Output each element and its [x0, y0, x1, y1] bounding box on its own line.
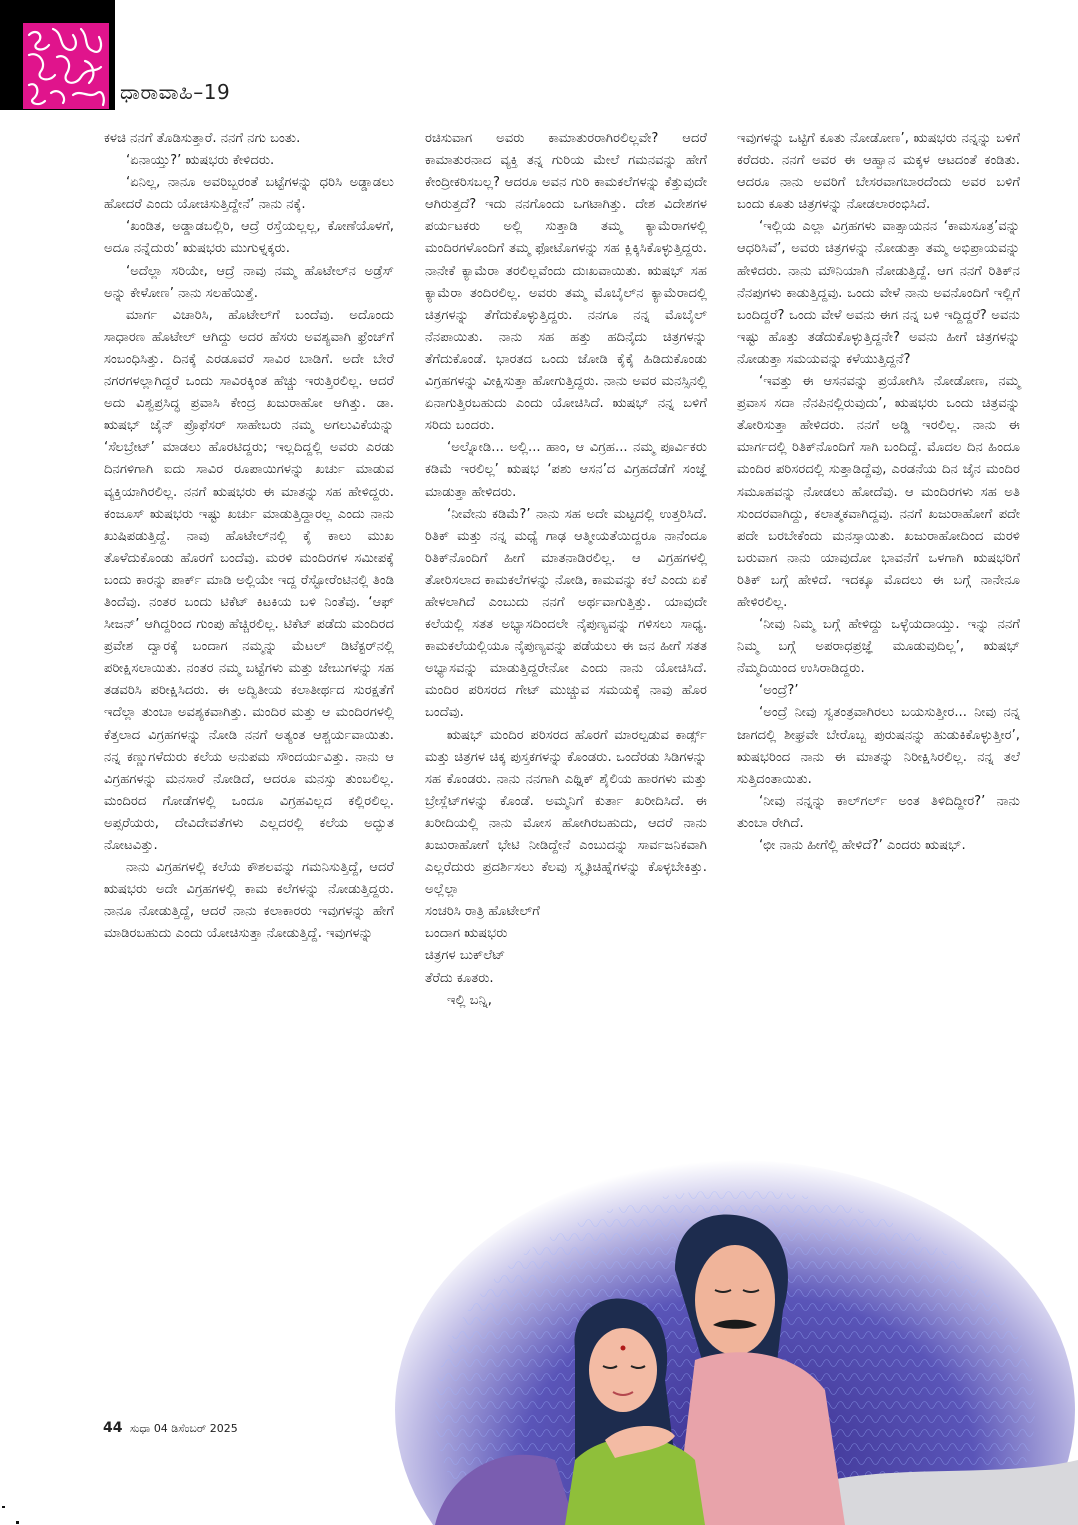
line: ಚಿತ್ರಗಳ ಬುಕ್‌ಲೆಟ್ [425, 948, 506, 964]
magazine-name: ಸುಧಾ [129, 1422, 151, 1435]
paragraph: ಕಳಚಿ ನನಗೆ ತೊಡಿಸುತ್ತಾರೆ. ನನಗೆ ನಗು ಬಂತು. [104, 131, 301, 146]
paragraph: ರಚಿಸುವಾಗ ಅವರು ಕಾಮಾತುರರಾಗಿರಲಿಲ್ಲವೇ? ಆದರೆ ಕಾಮಾತುರನಾದ ವ್ಯಕ್ತಿ ತನ್ನ ಗುರಿಯ ಮೇಲೆ ಗಮನವನ್ನು ಹೇಗೆ ಕೇಂದ್ರೀಕರಿಸಬಲ್ಲ? ಆದರೂ ಅವನ ಗುರಿ ಕಾಮಕಲೆಗಳನ್ನು ಕೆತ್ತುವುದೇ ಆಗಿರುತ್ತದೆ? ಇದು ನನಗೊಂದು ಒಗಟಾಗಿತ್ತು. ದೇಶ ವಿದೇಶಗಳ ಪರ್ಯಟಕರು ಅಲ್ಲಿ ಸುತ್ತಾಡಿ ತಮ್ಮ ಕ್ಯಾಮೆರಾಗಳಲ್ಲಿ ಮಂದಿರಗಳೊಂದಿಗೆ ತಮ್ಮ ಫೋಟೊಗಳನ್ನು ಸಹ ಕ್ಲಿಕ್ಕಿಸಿಕೊಳ್ಳುತ್ತಿದ್ದರು. ನಾನೇಕೆ ಕ್ಯಾಮೆರಾ ತರಲಿಲ್ಲವೆಂದು ದುಃಖವಾಯಿತು. ಋಷಭ್ ಸಹ ಕ್ಯಾಮೆರಾ ತಂದಿರಲಿಲ್ಲ. ಅವರು ತಮ್ಮ ಮೊಬೈಲ್‌ನ ಕ್ಯಾಮೆರಾದಲ್ಲಿ ಚಿತ್ರಗಳನ್ನು ತೆಗೆದುಕೊಳ್ಳುತ್ತಿದ್ದರು. ನನಗೂ ನನ್ನ ಮೊಬೈಲ್ ನೆನಪಾಯಿತು. ನಾನು ಸಹ ಹತ್ತು ಹದಿನೈದು ಚಿತ್ರಗಳನ್ನು ತೆಗೆದುಕೊಂಡೆ. ಭಾರತದ ಒಂದು ಜೋಡಿ ಕೈಕೈ ಹಿಡಿದುಕೊಂಡು ವಿಗ್ರಹಗಳನ್ನು ವೀಕ್ಷಿಸುತ್ತಾ ಹೋಗುತ್ತಿದ್ದರು. ನಾನು ಅವರ ಮನಸ್ಸಿನಲ್ಲಿ ಏನಾಗುತ್ತಿರಬಹುದು ಎಂದು ಯೋಚಿಸಿದೆ. ಋಷಭ್ ನನ್ನ ಬಳಿಗೆ ಸರಿದು ಬಂದರು. [425, 131, 707, 434]
paragraph: ‘ಖಂಡಿತ, ಅಡ್ಡಾಡಬಲ್ಲಿರಿ, ಆದ್ರೆ ರಸ್ತೆಯಲ್ಲಲ್ಲ, ಕೋಣೆಯೊಳಗೆ, ಅದೂ ನನ್ನೆದುರು’ ಋಷಭರು ಮುಗುಳ್ನಕ್ಕರು. [104, 219, 394, 257]
swirl-logo-icon [23, 23, 109, 109]
paragraph: ‘ಇಲ್ಲಿಯ ಎಲ್ಲಾ ವಿಗ್ರಹಗಳು ವಾತ್ಸಾಯನನ ‘ಕಾಮಸೂತ್ರ’ವನ್ನು ಆಧರಿಸಿವೆ’, ಅವರು ಚಿತ್ರಗಳನ್ನು ನೋಡುತ್ತಾ ತಮ್ಮ ಅಭಿಪ್ರಾಯವನ್ನು ಹೇಳಿದರು. ನಾನು ಮೌನಿಯಾಗಿ ನೋಡುತ್ತಿದ್ದೆ. ಆಗ ನನಗೆ ರಿತಿಕ್‌ನ ನೆನಪುಗಳು ಕಾಡುತ್ತಿದ್ದವು. ಒಂದು ವೇಳೆ ನಾನು ಅವನೊಂದಿಗೆ ಇಲ್ಲಿಗೆ ಬಂದಿದ್ದರೆ? ಒಂದು ವೇಳೆ ಅವನು ಈಗ ನನ್ನ ಬಳಿ ಇದ್ದಿದ್ದರೆ? ಅವನು ಇಷ್ಟು ಹೊತ್ತು ತಡೆದುಕೊಳ್ಳುತ್ತಿದ್ದನೇ? ಅವನು ಹೀಗೆ ಚಿತ್ರಗಳನ್ನು ನೋಡುತ್ತಾ ಸಮಯವನ್ನು ಕಳೆಯುತ್ತಿದ್ದನೆ? [737, 219, 1020, 367]
text-column-2 [425, 128, 707, 1012]
section-title: ಧಾರಾವಾಹಿ–19 [120, 80, 231, 104]
page-footer [103, 1420, 238, 1436]
crop-mark [2, 1506, 5, 1508]
paragraph: ‘ಏನಾಯ್ತು?’ ಋಷಭರು ಕೇಳಿದರು. [126, 153, 275, 169]
paragraph: ‘ಅಲ್ನೋಡಿ... ಅಲ್ಲಿ... ಹಾಂ, ಆ ವಿಗ್ರಹ... ನಮ್ಮ ಪೂರ್ವಿಕರು ಕಡಿಮೆ ಇರಲಿಲ್ಲ’ ಋಷಭ ‘ಪಶು ಆಸನ’ದ ವಿಗ್ರಹದೆಡೆಗೆ ಸಂಜ್ಞೆ ಮಾಡುತ್ತಾ ಹೇಳಿದರು. [425, 440, 707, 500]
line: ಬಂದಾಗ ಋಷಭರು [425, 926, 508, 942]
line: ಇಲ್ಲಿ ಬನ್ನಿ, [447, 992, 492, 1008]
paragraph: ‘ಇವತ್ತು ಈ ಆಸನವನ್ನು ಪ್ರಯೋಗಿಸಿ ನೋಡೋಣ, ನಮ್ಮ ಪ್ರವಾಸ ಸದಾ ನೆನಪಿನಲ್ಲಿರುವುದು’, ಋಷಭರು ಒಂದು ಚಿತ್ರವನ್ನು ತೋರಿಸುತ್ತಾ ಹೇಳಿದರು. ನನಗೆ ಅಡ್ಡಿ ಇರಲಿಲ್ಲ. ನಾನು ಈ ಮಾರ್ಗದಲ್ಲಿ ರಿತಿಕ್‌ನೊಂದಿಗೆ ಸಾಗಿ ಬಂದಿದ್ದೆ. ಮೊದಲ ದಿನ ಹಿಂದೂ ಮಂದಿರ ಪರಿಸರದಲ್ಲಿ ಸುತ್ತಾಡಿದ್ದೆವು, ಎರಡನೆಯ ದಿನ ಜೈನ ಮಂದಿರ ಸಮೂಹವನ್ನು ನೋಡಲು ಹೋದೆವು. ಆ ಮಂದಿರಗಳು ಸಹ ಅತಿ ಸುಂದರವಾಗಿದ್ದು, ಕಲಾತ್ಮಕವಾಗಿದ್ದವು. ನನಗೆ ಖಜುರಾಹೋಗೆ ಪದೇ ಪದೇ ಬರಬೇಕೆಂದು ಮನಸ್ಸಾಯಿತು. ಖಜುರಾಹೋದಿಂದ ಮರಳಿ ಬರುವಾಗ ನಾನು ಯಾವುದೋ ಭಾವನೆಗೆ ಒಳಗಾಗಿ ಋಷಭರಿಗೆ ರಿತಿಕ್ ಬಗ್ಗೆ ಹೇಳಿದೆ. ಇದಕ್ಕೂ ಮೊದಲು ಈ ಬಗ್ಗೆ ನಾನೇನೂ ಹೇಳಿರಲಿಲ್ಲ. [737, 374, 1020, 610]
line: ತೆರೆದು ಕೂತರು. [425, 970, 494, 986]
paragraph: ‘ಅಂದ್ರೆ?’ [759, 683, 799, 699]
text-column-1 [104, 128, 394, 945]
crop-mark [16, 1521, 19, 1524]
couple-illustration [375, 1160, 1078, 1525]
narrow-text-block [425, 901, 707, 1011]
paragraph: ‘ನೀವೇನು ಕಡಿಮೆ?’ ನಾನು ಸಹ ಅದೇ ಮಟ್ಟದಲ್ಲಿ ಉತ್ತರಿಸಿದೆ. ರಿತಿಕ್ ಮತ್ತು ನನ್ನ ಮಧ್ಯೆ ಗಾಢ ಆತ್ಮೀಯತೆಯಿದ್ದರೂ ನಾನೆಂದೂ ರಿತಿಕ್‌ನೊಂದಿಗೆ ಹೀಗೆ ಮಾತನಾಡಿರಲಿಲ್ಲ. ಆ ವಿಗ್ರಹಗಳಲ್ಲಿ ತೋರಿಸಲಾದ ಕಾಮಕಲೆಗಳನ್ನು ನೋಡಿ, ಕಾಮವನ್ನು ಕಲೆ ಎಂದು ಏಕೆ ಹೇಳಲಾಗಿದೆ ಎಂಬುದು ನನಗೆ ಅರ್ಥವಾಗುತ್ತಿತ್ತು. ಯಾವುದೇ ಕಲೆಯಲ್ಲಿ ಸತತ ಅಭ್ಯಾಸದಿಂದಲೇ ನೈಪುಣ್ಯವನ್ನು ಗಳಿಸಲು ಸಾಧ್ಯ. ಕಾಮಕಲೆಯಲ್ಲಿಯೂ ನೈಪುಣ್ಯವನ್ನು ಪಡೆಯಲು ಈ ಜನ ಹೀಗೆ ಸತತ ಅಭ್ಯಾಸವನ್ನು ಮಾಡುತ್ತಿದ್ದರೇನೋ ಎಂದು ನಾನು ಯೋಚಿಸಿದೆ. ಮಂದಿರ ಪರಿಸರದ ಗೇಟ್ ಮುಚ್ಚುವ ಸಮಯಕ್ಕೆ ನಾವು ಹೊರ ಬಂದೆವು. [425, 506, 707, 721]
paragraph: ‘ಅಂದ್ರೆ ನೀವು ಸ್ವತಂತ್ರವಾಗಿರಲು ಬಯಸುತ್ತೀರ... ನೀವು ನನ್ನ ಜಾಗದಲ್ಲಿ ಶೀಘ್ರವೇ ಬೇರೊಬ್ಬ ಪುರುಷನನ್ನು ಹುಡುಕಿಕೊಳ್ಳುತ್ತೀರ’, ಋಷಭರಿಂದ ನಾನು ಈ ಮಾತನ್ನು ನಿರೀಕ್ಷಿಸಿರಲಿಲ್ಲ. ನನ್ನ ತಲೆ ಸುತ್ತಿದಂತಾಯಿತು. [737, 705, 1020, 787]
paragraph: ‘ಛೀ ನಾನು ಹೀಗೆಲ್ಲಿ ಹೇಳಿದೆ?’ ಎಂದರು ಋಷಭ್. [759, 838, 966, 853]
paragraph: ‘ನೀವು ನಿಮ್ಮ ಬಗ್ಗೆ ಹೇಳಿದ್ದು ಒಳ್ಳೆಯದಾಯ್ತು. ಇನ್ನು ನನಗೆ ನಿಮ್ಮ ಬಗ್ಗೆ ಅಪರಾಧಪ್ರಜ್ಞೆ ಮೂಡುವುದಿಲ್ಲ’, ಋಷಭ್ ನೆಮ್ಮದಿಯಿಂದ ಉಸಿರಾಡಿದ್ದರು. [737, 617, 1020, 677]
paragraph: ‘ಏನಿಲ್ಲ, ನಾನೂ ಅವರಿಬ್ಬರಂತೆ ಬಟ್ಟೆಗಳನ್ನು ಧರಿಸಿ ಅಡ್ಡಾಡಲು ಹೋದರೆ ಎಂದು ಯೋಚಿಸುತ್ತಿದ್ದೇನೆ’ ನಾನು ನಕ್ಕೆ. [104, 175, 394, 213]
paragraph: ಇವುಗಳನ್ನು ಒಟ್ಟಿಗೆ ಕೂತು ನೋಡೋಣ’, ಋಷಭರು ನನ್ನನ್ನು ಬಳಿಗೆ ಕರೆದರು. ನನಗೆ ಅವರ ಈ ಆಹ್ವಾನ ಮಕ್ಕಳ ಆಟದಂತೆ ಕಂಡಿತು. ಆದರೂ ನಾನು ಅವರಿಗೆ ಬೇಸರವಾಗಬಾರದೆಂದು ಅವರ ಬಳಿಗೆ ಬಂದು ಕೂತು ಚಿತ್ರಗಳನ್ನು ನೋಡಲಾರಂಭಿಸಿದೆ. [737, 131, 1020, 213]
line: ಸಂಚರಿಸಿ ರಾತ್ರಿ ಹೊಟೇಲ್‌ಗೆ [425, 904, 540, 920]
text-column-3 [737, 128, 1020, 857]
paragraph: ‘ನೀವು ನನ್ನನ್ನು ಕಾಲ್‌ಗರ್ಲ್ ಅಂತ ತಿಳಿದಿದ್ದೀರ?’ ನಾನು ತುಂಬಾ ರೇಗಿದೆ. [737, 793, 1020, 831]
page-number: 44 [103, 1420, 123, 1436]
paragraph: ‘ಅದೆಲ್ಲಾ ಸರಿಯೇ, ಆದ್ರೆ ನಾವು ನಮ್ಮ ಹೊಟೇಲ್‌ನ ಅಡ್ರೆಸ್ ಅನ್ನು ಕೇಳೋಣ’ ನಾನು ಸಲಹೆಯಿತ್ತೆ. [104, 263, 394, 301]
issue-date: 04 ಡಿಸೆಂಬರ್ 2025 [153, 1422, 238, 1435]
paragraph: ಮಾರ್ಗ ವಿಚಾರಿಸಿ, ಹೊಟೇಲ್‌ಗೆ ಬಂದೆವು. ಅದೊಂದು ಸಾಧಾರಣ ಹೊಟೇಲ್ ಆಗಿದ್ದು ಅದರ ಹೆಸರು ಅವಶ್ಯವಾಗಿ ಫ್ರೆಂಚ್‌ಗೆ ಸಂಬಂಧಿಸಿತ್ತು. ದಿನಕ್ಕೆ ಎರಡೂವರೆ ಸಾವಿರ ಬಾಡಿಗೆ. ಅದೇ ಬೇರೆ ನಗರಗಳಲ್ಲಾಗಿದ್ದರೆ ಒಂದು ಸಾವಿರಕ್ಕಿಂತ ಹೆಚ್ಚು ಇರುತ್ತಿರಲಿಲ್ಲ. ಆದರೆ ಅದು ವಿಶ್ವಪ್ರಸಿದ್ಧ ಪ್ರವಾಸಿ ಕೇಂದ್ರ ಖಜುರಾಹೋ ಆಗಿತ್ತು. ಡಾ. ಋಷಭ್ ಜೈನ್ ಪ್ರೊಫೆಸರ್ ಸಾಹೇಬರು ನಮ್ಮ ಅಗಲುವಿಕೆಯನ್ನು ‘ಸೆಲಬ್ರೇಟ್’ ಮಾಡಲು ಹೊರಟಿದ್ದರು; ಇಲ್ಲದಿದ್ದಲ್ಲಿ ಅವರು ಎರಡು ದಿನಗಳಿಗಾಗಿ ಐದು ಸಾವಿರ ರೂಪಾಯಿಗಳನ್ನು ಖರ್ಚು ಮಾಡುವ ವ್ಯಕ್ತಿಯಾಗಿರಲಿಲ್ಲ. ನನಗೆ ಋಷಭರು ಈ ಮಾತನ್ನು ಸಹ ಹೇಳಿದ್ದರು. ಕಂಜೂಸ್ ಋಷಭರು ಇಷ್ಟು ಖರ್ಚು ಮಾಡುತ್ತಿದ್ದಾರಲ್ಲ ಎಂದು ನಾನು ಖುಷಿಪಡುತ್ತಿದ್ದೆ. ನಾವು ಹೊಟೇಲ್‌ನಲ್ಲಿ ಕೈ ಕಾಲು ಮುಖ ತೊಳೆದುಕೊಂಡು ಹೊರಗೆ ಬಂದೆವು. ಮರಳಿ ಮಂದಿರಗಳ ಸಮೀಪಕ್ಕೆ ಬಂದು ಕಾರನ್ನು ಪಾರ್ಕ್ ಮಾಡಿ ಅಲ್ಲಿಯೇ ಇದ್ದ ರೆಸ್ಟೋರೆಂಟಿನಲ್ಲಿ ತಿಂಡಿ ತಿಂದೆವು. ನಂತರ ಬಂದು ಟಿಕೆಟ್ ಕಿಟಕಿಯ ಬಳಿ ನಿಂತೆವು. ‘ಆಫ್ ಸೀಜನ್’ ಆಗಿದ್ದರಿಂದ ಗುಂಪು ಹೆಚ್ಚಿರಲಿಲ್ಲ. ಟಿಕೆಟ್ ಪಡೆದು ಮಂದಿರದ ಪ್ರವೇಶ ದ್ವಾರಕ್ಕೆ ಬಂದಾಗ ನಮ್ಮನ್ನು ಮೆಟಲ್ ಡಿಟೆಕ್ಟರ್‌ನಲ್ಲಿ ಪರೀಕ್ಷಿಸಲಾಯಿತು. ನಂತರ ನಮ್ಮ ಬಟ್ಟೆಗಳು ಮತ್ತು ಜೇಬುಗಳನ್ನು ಸಹ ತಡವರಿಸಿ ಪರೀಕ್ಷಿಸಿದರು. ಈ ಅದ್ವಿತೀಯ ಕಲಾತೀರ್ಥದ ಸುರಕ್ಷತೆಗೆ ಇದೆಲ್ಲಾ ತುಂಬಾ ಅವಶ್ಯಕವಾಗಿತ್ತು. ಮಂದಿರ ಮತ್ತು ಆ ಮಂದಿರಗಳಲ್ಲಿ ಕೆತ್ತಲಾದ ವಿಗ್ರಹಗಳನ್ನು ನೋಡಿ ನನಗೆ ಅತ್ಯಂತ ಆಶ್ಚರ್ಯವಾಯಿತು. ನನ್ನ ಕಣ್ಣುಗಳೆದುರು ಕಲೆಯ ಅನುಪಮ ಸೌಂದರ್ಯವಿತ್ತು. ನಾನು ಆ ವಿಗ್ರಹಗಳನ್ನು ಮನಸಾರೆ ನೋಡಿದೆ, ಆದರೂ ಮನಸ್ಸು ತುಂಬಲಿಲ್ಲ. ಮಂದಿರದ ಗೋಡೆಗಳಲ್ಲಿ ಒಂದೂ ವಿಗ್ರಹವಿಲ್ಲದ ಕಲ್ಲಿರಲಿಲ್ಲ. ಅಪ್ಸರೆಯರು, ದೇವಿದೇವತೆಗಳು ಎಲ್ಲದರಲ್ಲಿ ಕಲೆಯ ಅದ್ಭುತ ನೋಟವಿತ್ತು. [104, 307, 394, 853]
paragraph: ನಾನು ವಿಗ್ರಹಗಳಲ್ಲಿ ಕಲೆಯ ಕೌಶಲವನ್ನು ಗಮನಿಸುತ್ತಿದ್ದೆ, ಆದರೆ ಋಷಭರು ಅದೇ ವಿಗ್ರಹಗಳಲ್ಲಿ ಕಾಮ ಕಲೆಗಳನ್ನು ನೋಡುತ್ತಿದ್ದರು. ನಾನೂ ನೋಡುತ್ತಿದ್ದೆ, ಆದರೆ ನಾನು ಕಲಾಕಾರರು ಇವುಗಳನ್ನು ಹೇಗೆ ಮಾಡಿರಬಹುದು ಎಂದು ಯೋಚಿಸುತ್ತಾ ನೋಡುತ್ತಿದ್ದೆ. ಇವುಗಳನ್ನು [104, 860, 394, 942]
paragraph: ಋಷಭ್ ಮಂದಿರ ಪರಿಸರದ ಹೊರಗೆ ಮಾರಲ್ಪಡುವ ಕಾರ್ಡ್ಸ್ ಮತ್ತು ಚಿತ್ರಗಳ ಚಿಕ್ಕ ಪುಸ್ತಕಗಳನ್ನು ಕೊಂಡರು. ಒಂದೆರಡು ಸಿಡಿಗಳನ್ನು ಸಹ ಕೊಂಡರು. ನಾನು ನನಗಾಗಿ ಎಥ್ನಿಕ್ ಶೈಲಿಯ ಹಾರಗಳು ಮತ್ತು ಬ್ರೇಸ್ಲೆಟ್‌ಗಳನ್ನು ಕೊಂಡೆ. ಅಮ್ಮನಿಗೆ ಕುರ್ತಾ ಖರೀದಿಸಿದೆ. ಈ ಖರೀದಿಯಲ್ಲಿ ನಾನು ಮೋಸ ಹೋಗಿರಬಹುದು, ಆದರೆ ನಾನು ಖಜುರಾಹೋಗೆ ಭೇಟಿ ನೀಡಿದ್ದೇನೆ ಎಂಬುದನ್ನು ಸಾರ್ವಜನಿಕವಾಗಿ ಎಲ್ಲರೆದುರು ಪ್ರದರ್ಶಿಸಲು ಕೆಲವು ಸ್ಮೃತಿಚಿಹ್ನೆಗಳನ್ನು ಕೊಳ್ಳಬೇಕಿತ್ತು. ಅಲ್ಲೆಲ್ಲಾ [425, 727, 707, 898]
